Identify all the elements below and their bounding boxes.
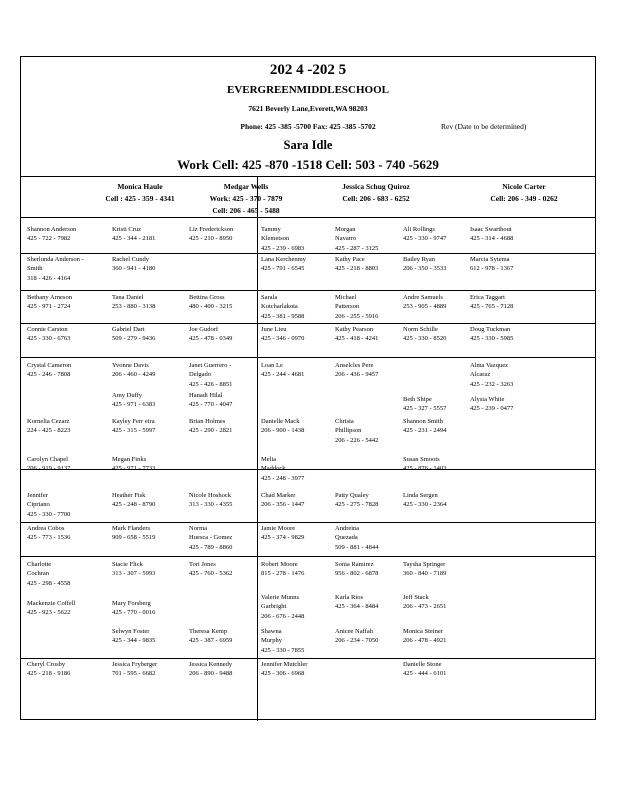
staff-name: Alysia White — [470, 396, 505, 403]
divider — [21, 217, 595, 218]
staff-phone: 425 - 346 - 0970 — [261, 335, 305, 343]
staff-name: Jessica Fryberger — [112, 661, 158, 668]
staff-name: Andrea Cobos — [27, 525, 65, 532]
staff-name: Klemetson — [261, 235, 290, 243]
staff-entry — [261, 293, 304, 321]
staff-name: Alma Vazquez — [470, 362, 508, 369]
staff-phone: 425 - 275 - 7828 — [335, 501, 379, 509]
staff-phone: 425 - 290 - 2821 — [189, 427, 233, 435]
staff-phone: 425 - 344 - 9835 — [112, 637, 156, 645]
revision-date: Rev (Date to be determined) — [441, 122, 527, 131]
staff-entry — [189, 225, 233, 244]
staff-entry — [112, 361, 155, 380]
staff-entry — [335, 593, 378, 612]
staff-name: Danielle Mack — [261, 418, 300, 425]
staff-phone: 206 - 350 - 3533 — [403, 265, 447, 273]
staff-entry — [335, 325, 378, 344]
dean-phone: Cell: 206 - 465 - 5488 — [212, 206, 280, 215]
dean-name: Medgar Wells — [223, 182, 269, 191]
staff-name: Patty Qualey — [335, 492, 369, 499]
staff-entry — [112, 225, 155, 244]
staff-name: Liz Frederickson — [189, 226, 234, 233]
staff-name: Shawna — [261, 628, 282, 635]
staff-name: Robert Moore — [261, 561, 298, 568]
staff-entry — [261, 524, 304, 543]
staff-entry — [27, 255, 84, 283]
staff-entry — [27, 225, 76, 244]
staff-phone: 509 - 279 - 9436 — [112, 335, 156, 343]
row-divider — [21, 323, 595, 324]
staff-phone: 425 - 722 - 7982 — [27, 235, 71, 243]
staff-phone: 815 - 278 - 1476 — [261, 570, 305, 578]
staff-name: Charlotte — [27, 561, 52, 568]
staff-entry — [27, 417, 70, 436]
staff-entry — [27, 455, 70, 474]
staff-phone: 425 - 876 - 1403 — [403, 465, 447, 473]
staff-phone: 425 - 248 - 8790 — [112, 501, 156, 509]
staff-name: Shannon Smith — [403, 418, 443, 425]
staff-entry — [403, 455, 446, 474]
staff-name: Ali Rollings — [403, 226, 435, 233]
staff-name: Doug Tuckman — [470, 326, 511, 333]
staff-phone: 425 - 287 - 3125 — [335, 244, 379, 252]
staff-phone: 206 - 226 - 5442 — [335, 436, 379, 444]
staff-phone: 425 - 770 - 4047 — [189, 401, 233, 409]
staff-name: Selwyn Foster — [112, 628, 150, 635]
staff-name: Jeff Stack — [403, 594, 429, 601]
staff-entry — [470, 325, 513, 344]
staff-name: Mackenzie Coffell — [27, 600, 76, 607]
dean-name: Jessica Schug Quiroz — [342, 182, 410, 191]
staff-name: Bettina Gross — [189, 294, 225, 301]
staff-entry — [335, 491, 378, 510]
dean-block — [296, 181, 456, 205]
staff-phone: 425 - 426 - 8851 — [189, 380, 233, 388]
staff-entry — [189, 361, 232, 389]
school-address: 7621 Beverly Lane,Everett,WA 98203 — [248, 104, 368, 113]
staff-entry — [335, 560, 378, 579]
staff-name: Alcaraz — [470, 371, 491, 379]
staff-entry — [403, 491, 446, 510]
staff-name: Patterson — [335, 303, 360, 311]
staff-phone: 425 - 789 - 8860 — [189, 543, 233, 551]
staff-phone: 956 - 802 - 6878 — [335, 570, 379, 578]
staff-entry — [261, 660, 307, 679]
staff-name: Garbright — [261, 603, 287, 611]
staff-entry — [261, 491, 304, 510]
staff-name: Danielle Stone — [403, 661, 442, 668]
staff-entry — [189, 524, 232, 552]
staff-name: Crystal Cameron — [27, 362, 72, 369]
staff-phone: 206 - 460 - 4249 — [112, 371, 156, 379]
staff-entry — [335, 417, 378, 445]
staff-name: Phillipson — [335, 427, 362, 435]
staff-phone: 612 - 978 - 1367 — [470, 265, 514, 273]
staff-entry — [112, 455, 155, 474]
staff-phone: 425 - 306 - 6968 — [261, 670, 305, 678]
staff-name: Tammy — [261, 226, 281, 233]
row-divider — [21, 658, 595, 659]
staff-phone: 206 - 234 - 7050 — [335, 637, 379, 645]
staff-name: Tana Daniel — [112, 294, 144, 301]
staff-name: Stacie Flick — [112, 561, 143, 568]
column-divider — [257, 176, 258, 721]
dean-name: Nicole Carter — [502, 182, 546, 191]
staff-name: Carolyn Chapel — [27, 456, 68, 463]
school-phone-fax: Phone: 425 -385 -5700 Fax: 425 -385 -5702 — [240, 122, 376, 131]
staff-name: Anselcles Pere — [335, 362, 374, 369]
staff-name: Joe Gudorf — [189, 326, 219, 333]
staff-name: Norm Schille — [403, 326, 438, 333]
staff-phone: 425 - 232 - 3263 — [470, 380, 514, 388]
staff-phone: 425 - 218 - 9186 — [27, 670, 71, 678]
staff-name: Susan Smoots — [403, 456, 440, 463]
staff-phone: 425 - 210 - 8950 — [189, 235, 233, 243]
staff-name: Maddock — [261, 465, 286, 473]
staff-name: Kathy Pace — [335, 256, 365, 263]
staff-name: Heather Fisk — [112, 492, 146, 499]
staff-phone: 425 - 239 - 6983 — [261, 244, 305, 252]
staff-phone: 425 - 218 - 8803 — [335, 265, 379, 273]
staff-phone: 425 - 344 - 2181 — [112, 235, 156, 243]
staff-phone: 206 - 890 - 9488 — [189, 670, 233, 678]
staff-entry — [261, 225, 304, 253]
staff-name: Andreina — [335, 525, 360, 532]
staff-phone: 206 - 436 - 9457 — [335, 371, 379, 379]
staff-name: Mary Forsberg — [112, 600, 151, 607]
staff-name: Gabriel Dart — [112, 326, 145, 333]
staff-phone: 425 - 971 - 6383 — [112, 401, 156, 409]
staff-phone: 509 - 881 - 4844 — [335, 543, 379, 551]
administrator-name: Sara Idle — [283, 138, 333, 152]
row-divider — [21, 357, 595, 358]
staff-phone: 425 - 330 - 8520 — [403, 335, 447, 343]
staff-name: Isaac Swarthout — [470, 226, 512, 233]
row-divider — [21, 469, 595, 470]
staff-name: Theresa Kemp — [189, 628, 228, 635]
staff-name: Tori Jones — [189, 561, 216, 568]
staff-name: Anicee Naffah — [335, 628, 373, 635]
staff-name: Connie Carston — [27, 326, 68, 333]
staff-phone: 206 - 356 - 1447 — [261, 501, 305, 509]
staff-entry — [470, 361, 513, 389]
staff-phone: 253 - 880 - 3138 — [112, 303, 156, 311]
staff-phone: 206 - 919 - 9137 — [27, 465, 71, 473]
staff-phone: 425 - 381 - 9588 — [261, 312, 305, 320]
staff-entry — [470, 255, 513, 274]
dean-phone: Cell : 425 - 359 - 4341 — [105, 194, 175, 203]
staff-entry — [403, 560, 446, 579]
staff-name: Huesca - Gomez — [189, 534, 233, 542]
staff-name: Linda Sergen — [403, 492, 438, 499]
staff-entry — [470, 225, 513, 244]
dean-phone: Work: 425 - 370 - 7879 — [209, 194, 283, 203]
staff-name: Cipriano — [27, 501, 50, 509]
staff-phone: 425 - 770 - 0016 — [112, 609, 156, 617]
staff-entry — [27, 524, 70, 543]
staff-name: Kristi Cruz — [112, 226, 142, 233]
staff-phone: 425 - 246 - 7808 — [27, 371, 71, 379]
staff-entry — [189, 491, 232, 510]
staff-phone: 360 - 941 - 4180 — [112, 265, 156, 273]
staff-phone: 425 - 315 - 5997 — [112, 427, 156, 435]
staff-phone: 425 - 298 - 4558 — [27, 579, 71, 587]
staff-entry — [335, 255, 378, 274]
staff-phone: 425 - 330 - 7855 — [261, 646, 305, 654]
staff-name: Janet Guerrero - — [189, 362, 232, 369]
staff-entry — [335, 225, 378, 253]
staff-entry — [189, 417, 232, 436]
staff-name: Beth Shipe — [403, 396, 432, 403]
staff-phone: 425 - 244 - 4681 — [261, 371, 305, 379]
staff-name: Taysha Springer — [403, 561, 446, 568]
staff-name: Lana Kerchenmy — [261, 256, 306, 263]
staff-entry — [27, 599, 75, 618]
staff-name: Jennifer — [27, 492, 48, 499]
staff-phone: 206 - 478 - 4921 — [403, 637, 447, 645]
staff-phone: 425 - 444 - 6101 — [403, 670, 447, 678]
staff-phone: 425 - 765 - 7128 — [470, 303, 514, 311]
staff-phone: 425 - 418 - 4241 — [335, 335, 379, 343]
staff-name: Kayley Ferr eira — [112, 418, 155, 425]
dean-phone: Cell: 206 - 349 - 0262 — [490, 194, 558, 203]
staff-phone: 701 - 595 - 6682 — [112, 670, 156, 678]
staff-name: Jessica Kennedy — [189, 661, 233, 668]
staff-name: Shannon Anderson — [27, 226, 77, 233]
staff-entry — [112, 325, 155, 344]
dean-phone: Cell: 206 - 683 - 6252 — [342, 194, 410, 203]
staff-entry — [261, 255, 306, 274]
staff-entry — [335, 361, 378, 380]
staff-entry — [27, 491, 70, 519]
staff-entry — [261, 417, 304, 436]
staff-name: Karla Rios — [335, 594, 363, 601]
divider — [21, 176, 595, 177]
row-divider — [21, 253, 595, 254]
staff-entry — [189, 660, 232, 679]
staff-phone: 425 - 478 - 0349 — [189, 335, 233, 343]
staff-entry — [189, 560, 232, 579]
staff-name: Hanadi Hilal — [189, 392, 223, 399]
staff-entry — [335, 524, 378, 552]
staff-phone: 425 - 314 - 4688 — [470, 235, 514, 243]
staff-entry — [403, 627, 446, 646]
staff-entry — [261, 361, 304, 380]
staff-entry — [403, 225, 446, 244]
row-divider — [21, 522, 595, 523]
staff-entry — [112, 660, 157, 679]
staff-name: Bailey Ryan — [403, 256, 436, 263]
staff-phone: 425 - 923 - 5622 — [27, 609, 71, 617]
staff-name: Quezada — [335, 534, 358, 542]
staff-name: Kornelia Cezarz — [27, 418, 70, 425]
staff-phone: 425 - 971 - 7733 — [112, 465, 156, 473]
staff-entry — [112, 293, 155, 312]
staff-entry — [27, 560, 70, 588]
staff-name: Sherlunda Anderson - — [27, 256, 84, 263]
staff-name: Melia — [261, 456, 277, 463]
staff-phone: 313 - 307 - 5993 — [112, 570, 156, 578]
staff-entry — [261, 627, 304, 655]
staff-name: Sarala — [261, 294, 278, 301]
staff-name: Navarro — [335, 235, 357, 243]
staff-phone: 318 - 426 - 4164 — [27, 274, 71, 282]
staff-name: Cheryl Crosby — [27, 661, 66, 668]
staff-phone: 425 - 231 - 2494 — [403, 427, 447, 435]
staff-phone: 425 - 971 - 2724 — [27, 303, 71, 311]
staff-entry — [261, 593, 304, 621]
staff-entry — [27, 361, 71, 380]
staff-name: Megan Finks — [112, 456, 147, 463]
staff-entry — [112, 491, 155, 510]
staff-entry — [112, 524, 155, 543]
staff-name: Michael — [335, 294, 357, 301]
staff-phone: 425 - 760 - 5362 — [189, 570, 233, 578]
staff-entry — [112, 255, 155, 274]
staff-entry — [112, 417, 155, 436]
staff-phone: 425 - 791 - 6545 — [261, 265, 305, 273]
staff-phone: 425 - 330 - 7700 — [27, 510, 71, 518]
staff-entry — [470, 395, 513, 414]
staff-entry — [403, 293, 446, 312]
staff-phone: 425 - 374 - 9829 — [261, 534, 305, 542]
staff-name: Smith — [27, 265, 43, 273]
staff-name: Valerie Munns — [261, 594, 300, 601]
staff-phone: 425 - 248 - 3977 — [261, 474, 305, 482]
staff-phone: 206 - 255 - 5916 — [335, 312, 379, 320]
staff-name: Erica Taggart — [470, 294, 505, 301]
staff-name: Loan Le — [261, 362, 283, 369]
staff-phone: 425 - 239 - 0477 — [470, 405, 514, 413]
staff-phone: 425 - 330 - 9747 — [403, 235, 447, 243]
staff-entry — [27, 660, 70, 679]
row-divider — [21, 290, 595, 291]
staff-name: Yvonne Davis — [112, 362, 149, 369]
staff-phone: 425 - 330 - 6763 — [27, 335, 71, 343]
staff-phone: 425 - 330 - 2364 — [403, 501, 447, 509]
staff-entry — [261, 325, 304, 344]
staff-name: June Lieu — [261, 326, 287, 333]
staff-entry — [261, 560, 304, 579]
staff-name: Kathy Pearson — [335, 326, 374, 333]
staff-name: Nicole Hoshock — [189, 492, 232, 499]
staff-entry — [112, 627, 155, 646]
staff-name: Murphy — [261, 637, 282, 645]
staff-entry — [112, 599, 155, 618]
staff-name: Sonia Ramirez — [335, 561, 374, 568]
dean-name: Monica Haule — [117, 182, 163, 191]
staff-phone: 425 - 387 - 6959 — [189, 637, 233, 645]
staff-name: Norma — [189, 525, 208, 532]
directory-frame — [20, 56, 596, 720]
staff-entry — [403, 325, 446, 344]
staff-entry — [112, 560, 155, 579]
staff-name: Mark Flanders — [112, 525, 151, 532]
staff-name: Brian Holmes — [189, 418, 226, 425]
staff-name: Amy Duffy — [112, 392, 143, 399]
staff-name: Cochran — [27, 570, 50, 578]
staff-name: Christa — [335, 418, 354, 425]
staff-entry — [403, 660, 446, 679]
staff-entry — [189, 293, 232, 312]
staff-name: Rachel Cundy — [112, 256, 150, 263]
staff-phone: 425 - 330 - 5985 — [470, 335, 514, 343]
staff-phone: 224 - 425 - 8223 — [27, 427, 71, 435]
staff-phone: 206 - 676 - 2448 — [261, 612, 305, 620]
staff-entry — [403, 417, 446, 436]
staff-entry — [335, 627, 378, 646]
staff-phone: 909 - 658 - 5519 — [112, 534, 156, 542]
staff-phone: 425 - 773 - 1536 — [27, 534, 71, 542]
staff-entry — [189, 391, 232, 410]
staff-name: Jamie Moore — [261, 525, 296, 532]
staff-entry — [403, 255, 446, 274]
staff-name: Morgan — [335, 226, 356, 233]
staff-phone: 313 - 330 - 4355 — [189, 501, 233, 509]
staff-name: Jennifer Mutchler — [261, 661, 308, 668]
row-divider — [21, 556, 595, 557]
staff-name: Marcia Sytema — [470, 256, 510, 263]
staff-phone: 360 - 840 - 7189 — [403, 570, 447, 578]
dean-block — [451, 181, 597, 205]
staff-name: Bethany Arneson — [27, 294, 72, 301]
staff-entry — [335, 293, 378, 321]
staff-name: Chad Marker — [261, 492, 296, 499]
staff-entry — [470, 293, 513, 312]
staff-name: Delgado — [189, 371, 212, 379]
staff-entry — [27, 325, 70, 344]
staff-phone: 480 - 400 - 3215 — [189, 303, 233, 311]
staff-phone: 425 - 327 - 5557 — [403, 405, 447, 413]
staff-phone: 253 - 905 - 4889 — [403, 303, 447, 311]
staff-phone: 206 - 473 - 2651 — [403, 603, 447, 611]
staff-name: Andre Samuels — [403, 294, 443, 301]
staff-name: Kotcharlakota — [261, 303, 298, 311]
staff-name: Monica Steiner — [403, 628, 443, 635]
staff-entry — [403, 395, 446, 414]
school-year: 202 4 -202 5 — [269, 62, 347, 78]
staff-entry — [403, 593, 446, 612]
staff-entry — [189, 325, 232, 344]
staff-entry — [27, 293, 72, 312]
administrator-phones: Work Cell: 425 -870 -1518 Cell: 503 - 740 -5629 — [177, 157, 439, 172]
staff-phone: 425 - 364 - 8484 — [335, 603, 379, 611]
staff-entry — [189, 627, 232, 646]
staff-entry — [112, 391, 155, 410]
school-name: EVERGREENMIDDLESCHOOL — [227, 84, 389, 96]
staff-phone: 206 - 900 - 1438 — [261, 427, 305, 435]
